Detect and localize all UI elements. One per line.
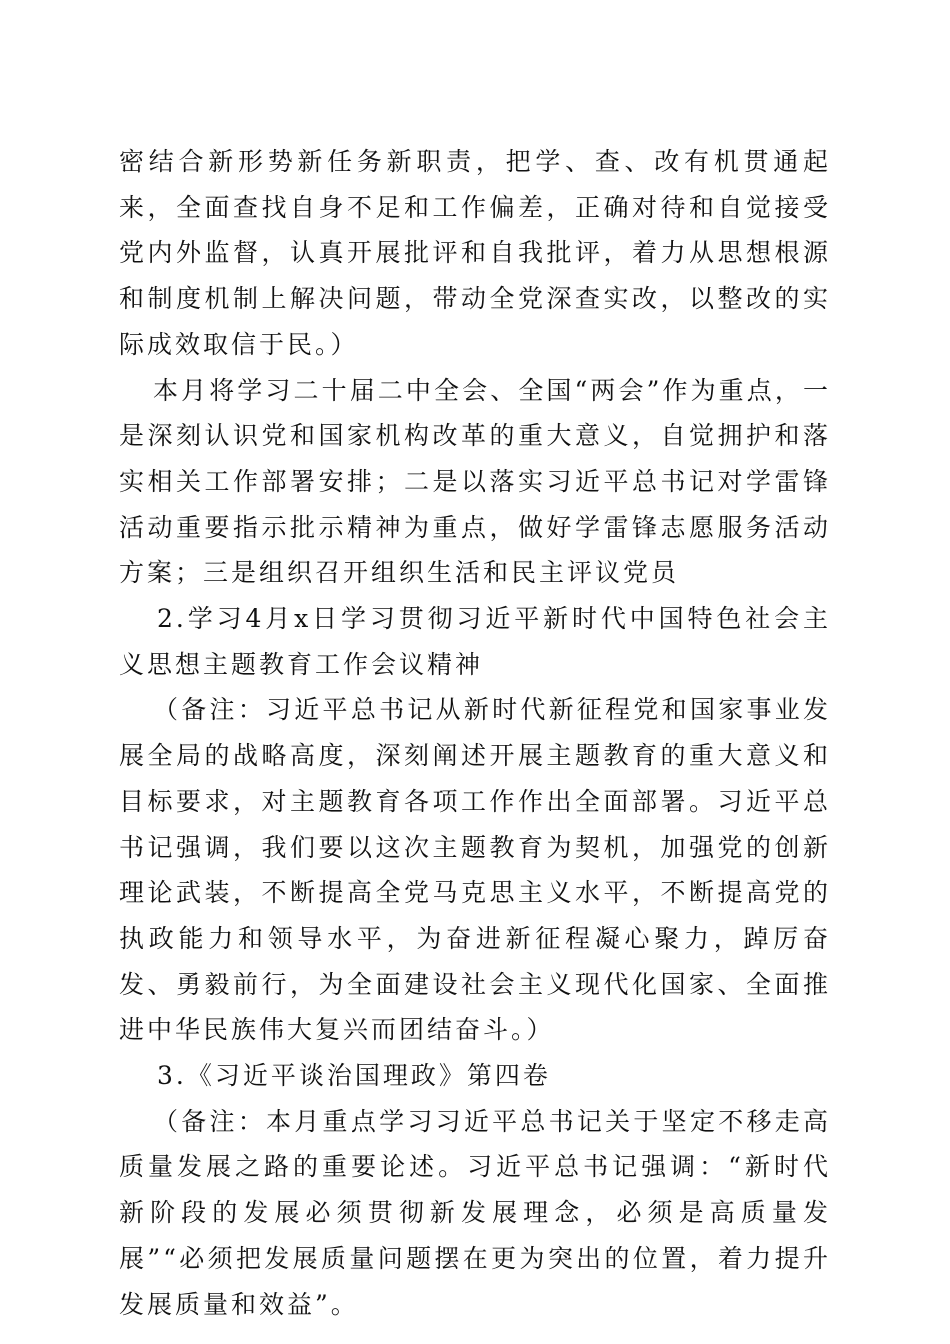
document-body xyxy=(119,139,831,1327)
item-heading-3: 3.《习近平谈治国理政》第四卷 xyxy=(157,1061,551,1091)
paragraph-continuation: 密结合新形势新任务新职责，把学、查、改有机贯通起来，全面查找自身不足和工作偏差，正确对待和自觉接受党内外监督，认真开展批评和自我批评，着力从思想根源和制度机制上解决问题，带动全党深查实改，以整改的实际成效取信于民。） xyxy=(119,147,831,359)
item-heading-2: 2.学习4月x日学习贯彻习近平新时代中国特色社会主义思想主题教育工作会议精神 xyxy=(119,604,831,679)
paragraph-note-high-quality-development: （备注：本月重点学习习近平总书记关于坚定不移走高质量发展之路的重要论述。习近平总书记强调：“新时代新阶段的发展必须贯彻新发展理念，必须是高质量发展”“必须把发展质量问题摆在更为突出的位置，着力提升发展质量和效益”。 xyxy=(119,1106,831,1319)
paragraph-note-theme-education: （备注：习近平总书记从新时代新征程党和国家事业发展全局的战略高度，深刻阐述开展主题教育的重大意义和目标要求，对主题教育各项工作作出全面部署。习近平总书记强调，我们要以这次主题教育为契机，加强党的创新理论武装，不断提高全党马克思主义水平，不断提高党的执政能力和领导水平，为奋进新征程凝心聚力，踔厉奋发、勇毅前行，为全面建设社会主义现代化国家、全面推进中华民族伟大复兴而团结奋斗。） xyxy=(119,695,831,1045)
paragraph-monthly-focus: 本月将学习二十届二中全会、全国“两会”作为重点，一是深刻认识党和国家机构改革的重大意义，自觉拥护和落实相关工作部署安排；二是以落实习近平总书记对学雷锋活动重要指示批示精神为重点，做好学雷锋志愿服务活动方案；三是组织召开组织生活和民主评议党员 xyxy=(119,375,831,588)
